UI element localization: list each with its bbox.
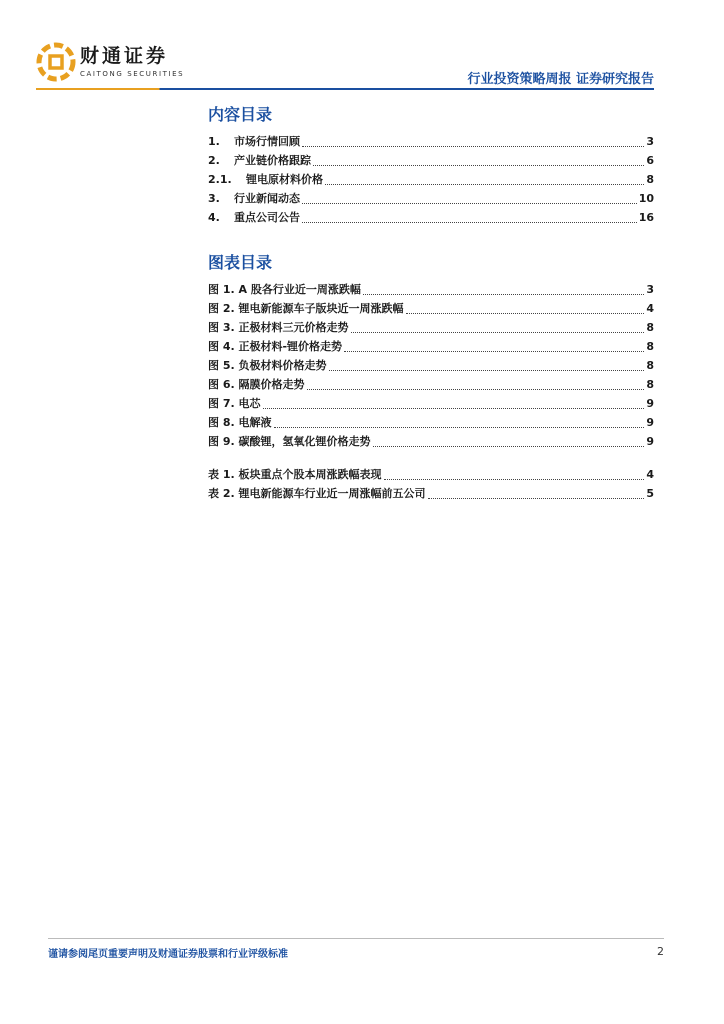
toc-leader-dots: [263, 396, 645, 409]
logo-english-name: CAITONG SECURITIES: [80, 70, 185, 78]
figure-entry-page: 8: [646, 359, 654, 372]
figure-entry-page: 9: [646, 397, 654, 410]
toc-entry-page: 8: [646, 173, 654, 186]
toc-entry[interactable]: [208, 208, 654, 227]
figure-entry[interactable]: [208, 299, 654, 318]
footer-disclaimer: 谨请参阅尾页重要声明及财通证券股票和行业评级标准: [48, 949, 288, 960]
toc-entry[interactable]: [208, 151, 654, 170]
figure-entry-page: 9: [646, 416, 654, 429]
figure-entry-page: 8: [646, 378, 654, 391]
toc-entry-number: 2.: [208, 154, 220, 167]
table-entry-page: 5: [646, 487, 654, 500]
contents-section: [208, 104, 654, 227]
toc-leader-dots: [302, 210, 637, 223]
toc-entry[interactable]: [208, 132, 654, 151]
table-entry[interactable]: [208, 465, 654, 484]
report-type-title: 行业投资策略周报 证券研究报告: [467, 72, 654, 87]
toc-leader-dots: [351, 320, 645, 333]
spacer: [208, 451, 654, 465]
table-entry-page: 4: [646, 468, 654, 481]
toc-leader-dots: [325, 172, 644, 185]
figure-entry[interactable]: [208, 432, 654, 451]
table-entry[interactable]: [208, 484, 654, 503]
footer-divider: [48, 938, 664, 939]
figure-entry[interactable]: [208, 337, 654, 356]
toc-entry-page: 3: [646, 135, 654, 148]
toc-entry[interactable]: [208, 170, 654, 189]
figure-entry[interactable]: [208, 318, 654, 337]
toc-entry-number: 1.: [208, 135, 220, 148]
figure-entry-page: 9: [646, 435, 654, 448]
toc-entry-label: 行业新闻动态: [234, 192, 300, 205]
toc-entry-page: 10: [638, 192, 654, 205]
toc-leader-dots: [307, 377, 645, 390]
toc-leader-dots: [344, 339, 644, 352]
toc-leader-dots: [373, 434, 645, 447]
toc-leader-dots: [302, 134, 644, 147]
figure-entry[interactable]: [208, 356, 654, 375]
toc-entry[interactable]: [208, 189, 654, 208]
toc-entry-number: 3.: [208, 192, 220, 205]
figure-entry-page: 8: [646, 321, 654, 334]
figure-entry-label: 图 6. 隔膜价格走势: [208, 378, 305, 391]
toc-leader-dots: [274, 415, 645, 428]
figure-entry-page: 4: [646, 302, 654, 315]
figure-entry-page: 3: [646, 283, 654, 296]
logo-emblem-icon: [36, 42, 76, 82]
toc-leader-dots: [313, 153, 644, 166]
table-entry-label: 表 1. 板块重点个股本周涨跌幅表现: [208, 468, 382, 481]
toc-entry-label: 锂电原材料价格: [246, 173, 323, 186]
figure-entry[interactable]: [208, 413, 654, 432]
toc-leader-dots: [329, 358, 645, 371]
toc-leader-dots: [406, 301, 645, 314]
toc-leader-dots: [428, 486, 645, 499]
toc-entry-label: 产业链价格跟踪: [234, 154, 311, 167]
toc-entry-page: 16: [638, 211, 654, 224]
figure-entry-label: 图 9. 碳酸锂，氢氧化锂价格走势: [208, 435, 371, 448]
contents-title: 内容目录: [208, 105, 273, 124]
logo-chinese-name: 财通证券: [80, 45, 169, 67]
figure-entry-label: 图 2. 锂电新能源车子版块近一周涨跌幅: [208, 302, 404, 315]
toc-leader-dots: [384, 467, 645, 480]
toc-entry-label: 重点公司公告: [234, 211, 300, 224]
toc-entry-page: 6: [646, 154, 654, 167]
figures-title: 图表目录: [208, 253, 273, 272]
figure-entry-label: 图 8. 电解液: [208, 416, 272, 429]
figure-entry-label: 图 7. 电芯: [208, 397, 261, 410]
toc-entry-label: 市场行情回顾: [234, 135, 300, 148]
header-divider: [36, 88, 654, 90]
company-logo: [36, 42, 184, 82]
toc-leader-dots: [363, 282, 645, 295]
figures-section: [208, 252, 654, 503]
page-number: 2: [657, 945, 664, 958]
figure-entry-label: 图 1. A 股各行业近一周涨跌幅: [208, 283, 361, 296]
figure-entry-page: 8: [646, 340, 654, 353]
figure-entry[interactable]: [208, 394, 654, 413]
figure-entry-label: 图 5. 负极材料价格走势: [208, 359, 327, 372]
toc-entry-number: 4.: [208, 211, 220, 224]
figure-entry[interactable]: [208, 280, 654, 299]
figure-entry-label: 图 4. 正极材料-锂价格走势: [208, 340, 343, 353]
figure-entry-label: 图 3. 正极材料三元价格走势: [208, 321, 349, 334]
figure-entry[interactable]: [208, 375, 654, 394]
toc-leader-dots: [302, 191, 637, 204]
table-entry-label: 表 2. 锂电新能源车行业近一周涨幅前五公司: [208, 487, 426, 500]
toc-entry-number: 2.1.: [208, 173, 232, 186]
